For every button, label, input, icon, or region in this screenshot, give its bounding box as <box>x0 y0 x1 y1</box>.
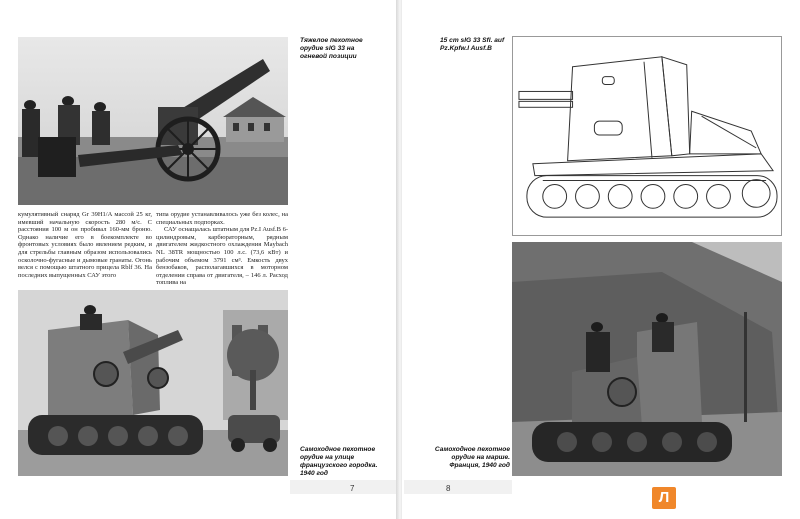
paragraph: кумулятивный снаряд Gr 39H1/A массой 25 кг, имевший начальную скорость 280 м/с. С расстояния 100 м он пробивал 160-мм броню. Однако наличие его в боекомплекте во фронтовых условиях было явлением редким, и для стрельбы главным образом использовались осколочно-фугасные и дымовые гранаты. Огонь велся с помощью штатного прицела Rblf 36. На последних выпущенных САУ этого <box>18 211 152 279</box>
top-photo-caption: Тяжелое пехотное орудие sIG 33 на огневой позиции <box>300 37 363 60</box>
left-page <box>0 0 398 519</box>
page-number: 7 <box>350 484 355 493</box>
photo-spg-french-town <box>18 290 288 476</box>
publisher-logo: Л <box>652 487 676 509</box>
page-number-band <box>290 480 396 494</box>
bottom-photo-caption: Самоходное пехотное орудие на улице французского городка. 1940 год <box>300 446 378 477</box>
drawing-caption: 15 cm sIG 33 Sfl. auf Pz.Kpfw.I Ausf.B <box>440 37 505 52</box>
page-number: 8 <box>446 484 451 493</box>
technical-drawing-sig33 <box>512 36 782 236</box>
paragraph: САУ оснащалась штатным для Pz.I Ausf.B 6-цилиндровым, карбюраторным, рядным двигателем жидкостного охлаждения Maybach NL 38TR мощностью 100 л.с. (73,6 кВт) и рабочим объемом 3791 см³. Емкость двух бензобаков, располагавшихся в моторном отделении справа от двигателя, – 146 л. Расход топлива на <box>156 226 288 287</box>
text-column-left <box>18 211 152 289</box>
text-column-right <box>156 211 288 289</box>
paragraph: типа орудие устанавливалось уже без колес, на специальных подпорках. <box>156 211 288 226</box>
page-number-band <box>404 480 512 494</box>
right-page <box>402 0 800 519</box>
photo-spg-on-march <box>512 242 782 476</box>
bottom-photo-caption: Самоходное пехотное орудие на марше. Франция, 1940 год <box>434 446 510 469</box>
photo-howitzer-firing-position <box>18 37 288 205</box>
